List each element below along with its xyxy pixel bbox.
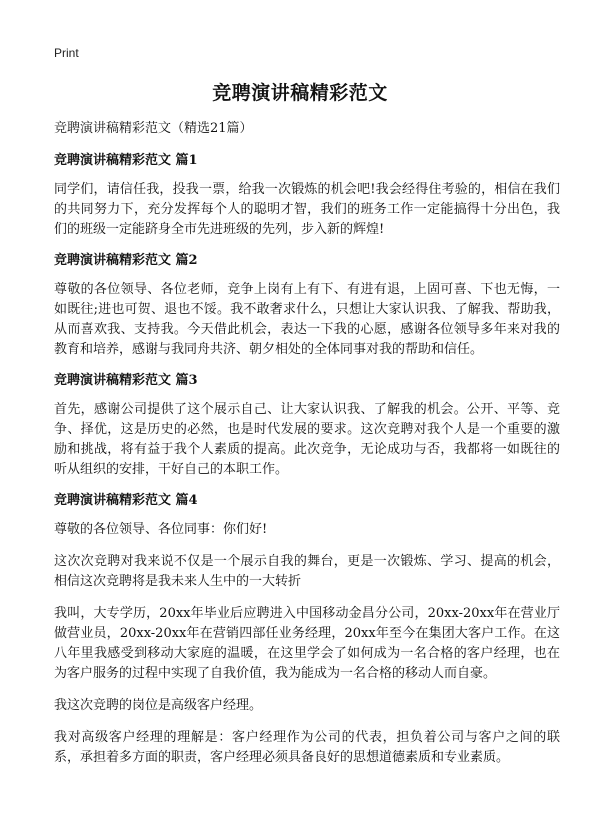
paragraph: 首先，感谢公司提供了这个展示自己、让大家认识我、了解我的机会。公开、平等、竞争、择优，这是历史的必然，也是时代发展的要求。这次竞聘对我个人是一个重要的激励和挑战，将有益于我个人素质的提高。此次竞争，无论成功与否，我都将一如既往的听从组织的安排，干好自己的本职工作。 [54, 402, 560, 477]
section-1 [54, 152, 560, 240]
section-heading: 竞聘演讲稿精彩范文 篇3 [54, 373, 198, 388]
section-heading: 竞聘演讲稿精彩范文 篇4 [54, 493, 198, 508]
print-link[interactable]: Print [54, 46, 79, 60]
section-heading: 竞聘演讲稿精彩范文 篇2 [54, 253, 198, 268]
section-heading: 竞聘演讲稿精彩范文 篇1 [54, 153, 198, 168]
section-3 [54, 372, 560, 480]
paragraph: 我对高级客户经理的理解是：客户经理作为公司的代表，担负着公司与客户之间的联系，承担着多方面的职责，客户经理必须具备良好的思想道德素质和专业素质。 [54, 730, 560, 765]
section-2 [54, 252, 560, 360]
section-4 [54, 492, 560, 768]
paragraph: 我这次竞聘的岗位是高级客户经理。 [54, 698, 263, 713]
paragraph: 我叫，大专学历，20xx年毕业后应聘进入中国移动金昌分公司，20xx-20xx年在营业厅做营业员，20xx-20xx年在营销四部任业务经理，20xx年至今在集团大客户工作。在这八年里我感受到移动大家庭的温暖，在这里学会了如何成为一名合格的客户经理，也在为客户服务的过程中实现了自我价值，我为能成为一名合格的移动人而自豪。 [54, 606, 560, 681]
page-title: 竞聘演讲稿精彩范文 [212, 82, 388, 104]
paragraph: 这次次竞聘对我来说不仅是一个展示自我的舞台，更是一次锻炼、学习、提高的机会，相信这次竞聘将是我未来人生中的一大转折 [54, 554, 560, 589]
paragraph: 尊敬的各位领导、各位同事：你们好! [54, 522, 268, 537]
paragraph: 同学们，请信任我，投我一票，给我一次锻炼的机会吧!我会经得住考验的，相信在我们的共同努力下，充分发挥每个人的聪明才智，我们的班务工作一定能搞得十分出色，我们的班级一定能跻身全市先进班级的先列，步入新的辉煌! [54, 182, 560, 237]
document-body [54, 120, 560, 780]
document-subtitle: 竞聘演讲稿精彩范文（精选21篇） [54, 121, 253, 136]
paragraph: 尊敬的各位领导、各位老师，竞争上岗有上有下、有进有退，上固可喜、下也无悔，一如既往;进也可贺、退也不馁。我不敢奢求什么，只想让大家认识我、了解我、帮助我，从而喜欢我、支持我。今天借此机会，表达一下我的心愿，感谢各位领导多年来对我的教育和培养，感谢与我同舟共济、朝夕相处的全体同事对我的帮助和信任。 [54, 282, 560, 357]
